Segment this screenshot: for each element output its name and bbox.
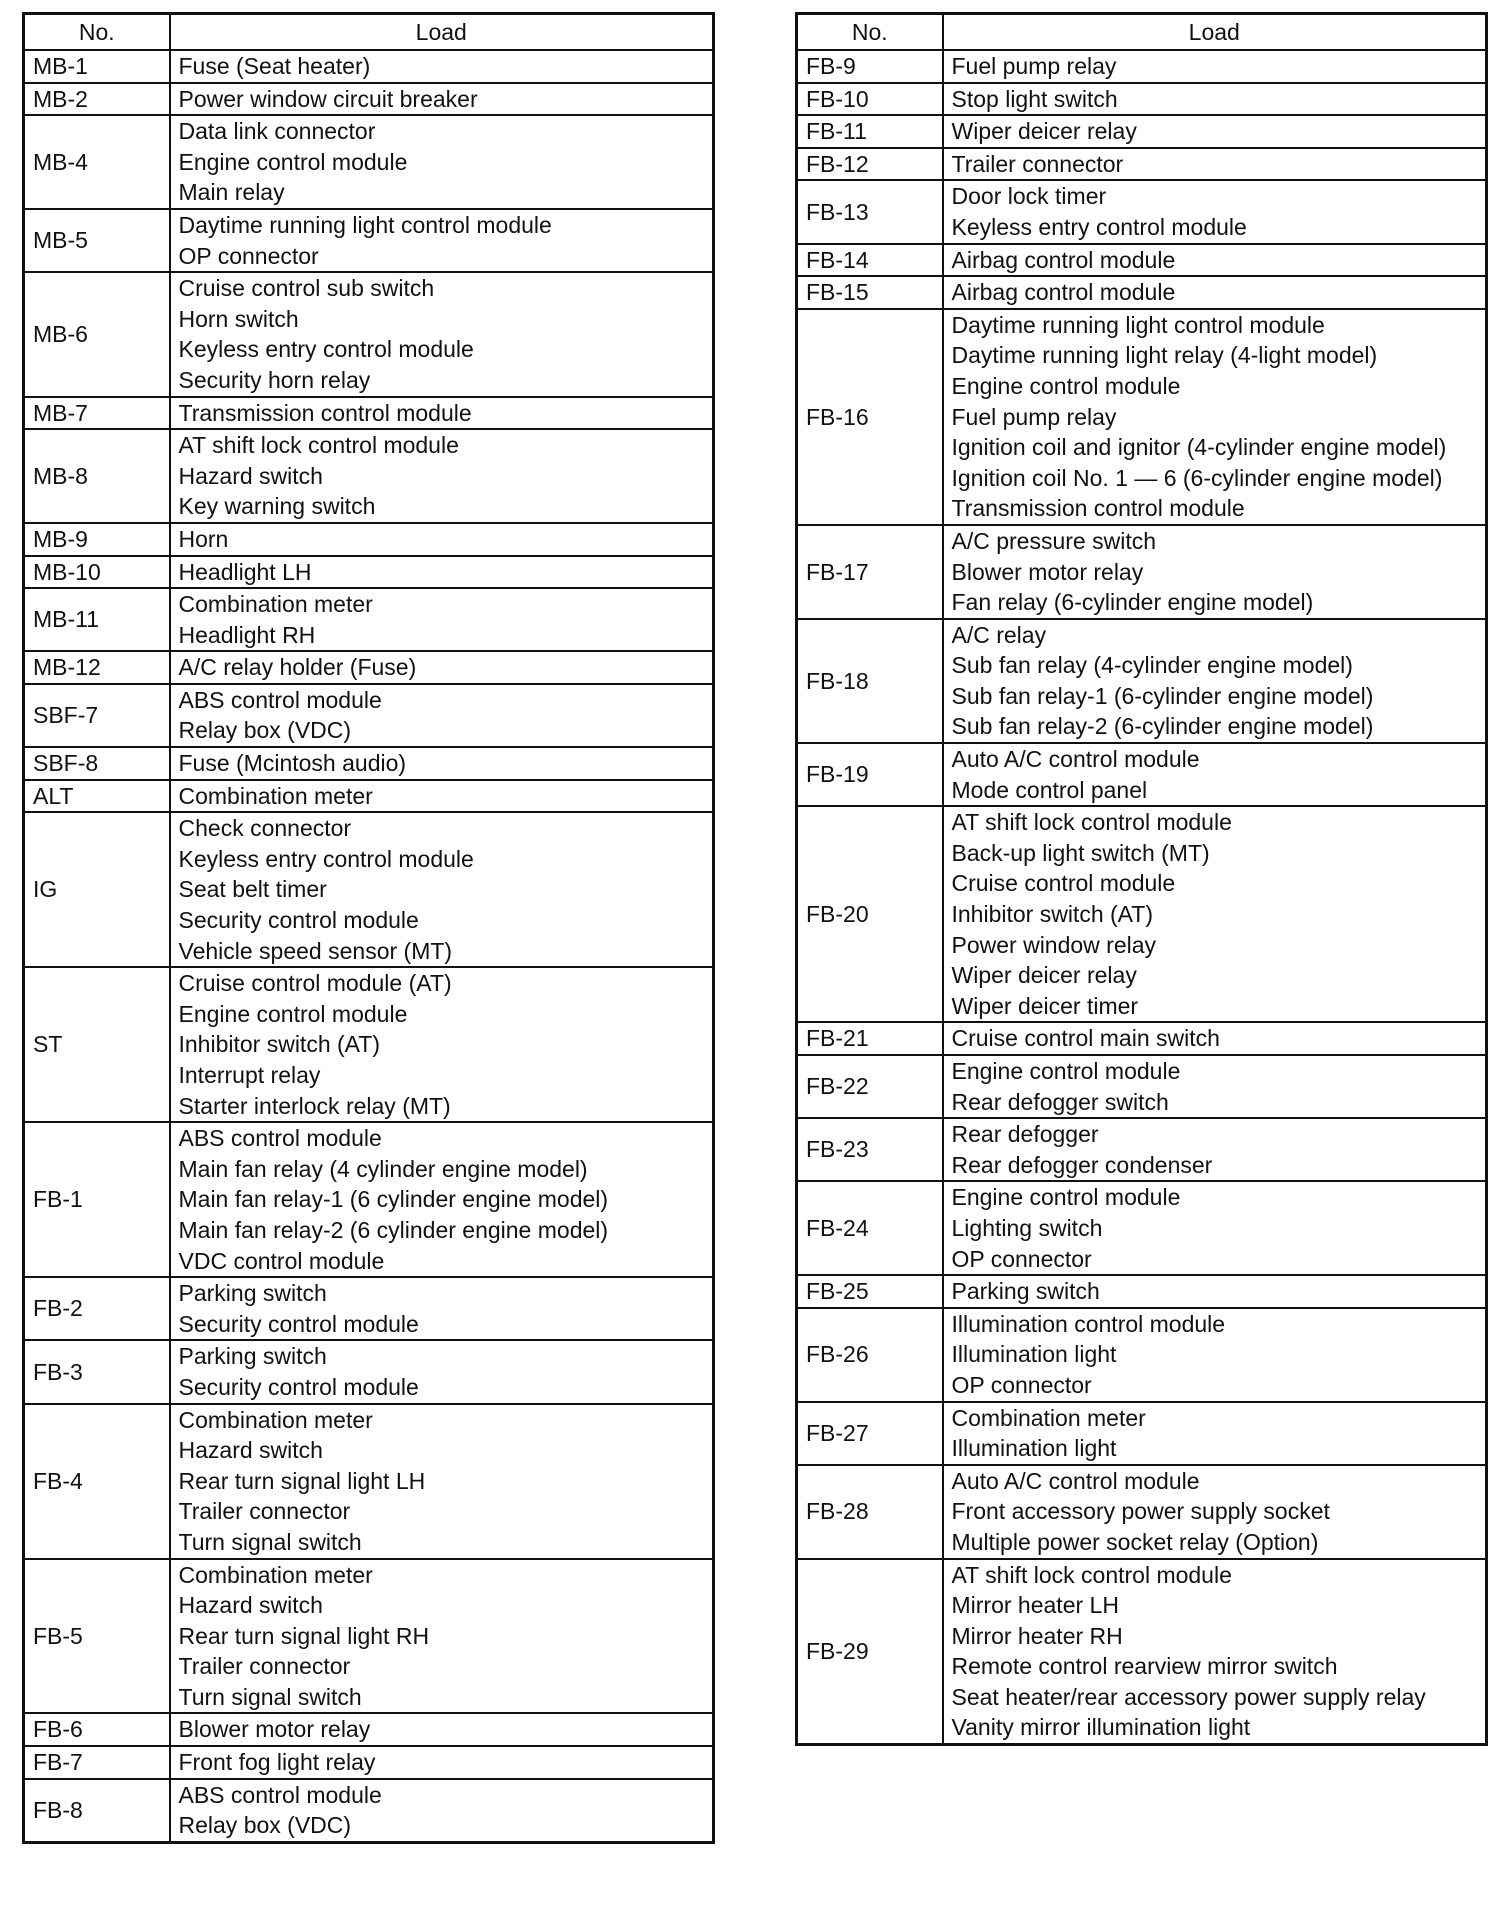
load-item: Rear turn signal light LH	[178, 1467, 426, 1494]
load-item: Mirror heater RH	[951, 1622, 1123, 1649]
load-cell	[943, 115, 1487, 148]
load-item: Illumination light	[951, 1435, 1117, 1462]
load-item: Wiper deicer relay	[951, 118, 1137, 145]
fuse-number: FB-9	[797, 50, 943, 83]
fuse-number: MB-7	[24, 397, 170, 430]
table-row	[797, 1559, 1487, 1745]
table-row	[797, 180, 1487, 243]
load-item: Fuse (Mcintosh audio)	[178, 750, 407, 777]
load-item: Power window circuit breaker	[178, 85, 478, 112]
load-item: Interrupt relay	[178, 1062, 321, 1088]
table-row	[797, 50, 1487, 83]
fuse-number: FB-15	[797, 276, 943, 309]
load-item: Airbag control module	[951, 246, 1176, 273]
load-item: Front fog light relay	[178, 1749, 376, 1776]
fuse-number: FB-17	[797, 525, 943, 619]
fuse-number: MB-4	[24, 115, 170, 209]
load-item: Fuse (Seat heater)	[178, 53, 371, 79]
load-cell	[170, 747, 714, 780]
load-item: Trailer connector	[178, 1498, 351, 1525]
load-cell	[170, 1122, 714, 1277]
header-row	[24, 14, 714, 51]
load-item: Check connector	[178, 815, 352, 842]
header-no: No.	[797, 14, 943, 51]
load-item: Engine control module	[178, 148, 408, 175]
fuse-number: FB-16	[797, 309, 943, 525]
load-cell	[943, 50, 1487, 83]
table-row	[24, 967, 714, 1122]
table-row	[797, 1402, 1487, 1465]
load-cell	[170, 397, 714, 430]
load-cell	[170, 556, 714, 589]
fuse-table-right	[795, 12, 1488, 1746]
load-item: Turn signal switch	[178, 1683, 362, 1710]
load-item: AT shift lock control module	[178, 432, 459, 459]
load-item: Inhibitor switch (AT)	[951, 901, 1154, 928]
load-cell	[170, 115, 714, 209]
fuse-number: FB-18	[797, 619, 943, 743]
load-item: Auto A/C control module	[951, 746, 1200, 773]
load-cell	[943, 148, 1487, 181]
load-item: Keyless entry control module	[178, 845, 474, 872]
load-item: A/C relay holder (Fuse)	[178, 654, 417, 681]
load-cell	[170, 272, 714, 396]
table-row	[797, 309, 1487, 525]
fuse-number: FB-7	[24, 1746, 170, 1779]
table-row	[797, 1022, 1487, 1055]
load-item: VDC control module	[178, 1247, 385, 1274]
table-row	[797, 1308, 1487, 1402]
fuse-number: IG	[24, 812, 170, 967]
load-item: Horn switch	[178, 305, 299, 332]
load-item: Security control module	[178, 1373, 419, 1400]
load-cell	[943, 1118, 1487, 1181]
load-item: Back-up light switch (MT)	[951, 839, 1210, 866]
load-item: Fuel pump relay	[951, 53, 1117, 79]
load-item: Trailer connector	[178, 1653, 351, 1680]
load-item: Cruise control module (AT)	[178, 970, 452, 997]
load-cell	[943, 276, 1487, 309]
load-item: Mode control panel	[951, 776, 1148, 803]
load-cell	[170, 1404, 714, 1559]
fuse-number: FB-26	[797, 1308, 943, 1402]
load-item: Relay box (VDC)	[178, 1812, 352, 1839]
fuse-number: FB-28	[797, 1465, 943, 1559]
load-item: Daytime running light control module	[951, 311, 1325, 338]
table-row	[797, 525, 1487, 619]
load-item: Key warning switch	[178, 493, 376, 520]
load-item: ABS control module	[178, 1781, 382, 1808]
load-item: Stop light switch	[951, 85, 1118, 112]
fuse-number: FB-25	[797, 1275, 943, 1308]
header-no: No.	[24, 14, 170, 51]
load-cell	[943, 1275, 1487, 1308]
fuse-number: FB-6	[24, 1713, 170, 1746]
load-cell	[170, 1340, 714, 1403]
fuse-number: MB-11	[24, 588, 170, 651]
load-item: Blower motor relay	[178, 1716, 371, 1743]
load-item: Power window relay	[951, 931, 1157, 958]
load-item: Hazard switch	[178, 1437, 323, 1464]
table-row	[797, 244, 1487, 277]
table-body-left	[24, 50, 714, 1842]
load-item: Hazard switch	[178, 462, 323, 489]
fuse-number: FB-21	[797, 1022, 943, 1055]
table-row	[24, 523, 714, 556]
load-item: Main fan relay (4 cylinder engine model)	[178, 1155, 588, 1182]
load-item: Fuel pump relay	[951, 403, 1117, 430]
table-row	[797, 743, 1487, 806]
load-item: A/C relay	[951, 621, 1047, 648]
load-item: ABS control module	[178, 686, 382, 713]
load-item: Rear defogger switch	[951, 1088, 1169, 1115]
load-item: Vanity mirror illumination light	[951, 1714, 1251, 1741]
fuse-number: MB-1	[24, 50, 170, 83]
table-row	[24, 747, 714, 780]
fuse-number: FB-2	[24, 1277, 170, 1340]
table-row	[797, 276, 1487, 309]
fuse-number: MB-5	[24, 209, 170, 272]
load-item: OP connector	[951, 1245, 1092, 1272]
load-cell	[943, 1022, 1487, 1055]
load-item: Transmission control module	[951, 495, 1245, 522]
fuse-number: FB-13	[797, 180, 943, 243]
load-item: Headlight LH	[178, 558, 312, 585]
load-item: Engine control module	[951, 1184, 1181, 1211]
load-item: Trailer connector	[951, 150, 1124, 177]
fuse-number: ALT	[24, 780, 170, 813]
load-cell	[170, 684, 714, 747]
load-cell	[943, 180, 1487, 243]
load-item: Rear defogger	[951, 1121, 1099, 1148]
load-item: Lighting switch	[951, 1214, 1103, 1241]
fuse-number: FB-20	[797, 806, 943, 1022]
fuse-number: FB-1	[24, 1122, 170, 1277]
table-row	[24, 115, 714, 209]
load-cell	[943, 619, 1487, 743]
load-item: Cruise control module	[951, 870, 1176, 897]
load-item: Combination meter	[178, 591, 373, 618]
load-item: Engine control module	[178, 1000, 408, 1027]
fuse-number: FB-29	[797, 1559, 943, 1745]
load-cell	[170, 83, 714, 116]
load-item: Rear turn signal light RH	[178, 1622, 430, 1649]
load-cell	[943, 806, 1487, 1022]
fuse-number: FB-23	[797, 1118, 943, 1181]
table-row	[24, 397, 714, 430]
load-item: AT shift lock control module	[951, 809, 1232, 836]
table-row	[24, 556, 714, 589]
fuse-number: FB-12	[797, 148, 943, 181]
load-item: Engine control module	[951, 372, 1181, 399]
table-row	[24, 209, 714, 272]
table-row	[24, 1746, 714, 1779]
load-item: Keyless entry control module	[178, 336, 474, 363]
table-row	[797, 619, 1487, 743]
table-row	[24, 1277, 714, 1340]
table-row	[24, 1122, 714, 1277]
load-cell	[943, 743, 1487, 806]
fuse-number: MB-10	[24, 556, 170, 589]
load-cell	[943, 83, 1487, 116]
table-row	[24, 1404, 714, 1559]
load-item: Remote control rearview mirror switch	[951, 1653, 1338, 1680]
fuse-number: FB-24	[797, 1181, 943, 1275]
load-item: Transmission control module	[178, 399, 472, 426]
load-item: Door lock timer	[951, 183, 1107, 210]
load-item: Main relay	[178, 179, 285, 206]
table-row	[797, 148, 1487, 181]
load-item: Vehicle speed sensor (MT)	[178, 937, 453, 964]
fuse-number: FB-19	[797, 743, 943, 806]
load-item: Horn	[178, 525, 229, 552]
load-item: Multiple power socket relay (Option)	[951, 1528, 1319, 1555]
load-item: Seat heater/rear accessory power supply relay	[951, 1683, 1426, 1710]
load-item: Starter interlock relay (MT)	[178, 1092, 451, 1119]
table-row	[24, 1559, 714, 1714]
load-item: Combination meter	[178, 1561, 373, 1588]
load-cell	[170, 588, 714, 651]
load-item: Main fan relay-2 (6 cylinder engine model)	[178, 1216, 609, 1243]
load-cell	[170, 1779, 714, 1843]
load-item: Sub fan relay (4-cylinder engine model)	[951, 652, 1353, 679]
load-item: Sub fan relay-2 (6-cylinder engine model)	[951, 713, 1374, 740]
load-cell	[943, 1402, 1487, 1465]
load-item: Auto A/C control module	[951, 1467, 1200, 1494]
fuse-number: SBF-7	[24, 684, 170, 747]
load-cell	[170, 50, 714, 83]
load-item: Keyless entry control module	[951, 213, 1247, 240]
load-cell	[170, 1277, 714, 1340]
table-row	[24, 50, 714, 83]
load-item: Parking switch	[178, 1280, 327, 1307]
load-item: Seat belt timer	[178, 876, 327, 903]
fuse-number: FB-4	[24, 1404, 170, 1559]
header-load: Load	[170, 14, 714, 51]
load-cell	[943, 309, 1487, 525]
load-cell	[170, 780, 714, 813]
load-cell	[170, 1713, 714, 1746]
fuse-number: FB-27	[797, 1402, 943, 1465]
load-item: Parking switch	[951, 1278, 1100, 1305]
table-row	[24, 1340, 714, 1403]
load-item: Front accessory power supply socket	[951, 1498, 1330, 1525]
fuse-number: FB-22	[797, 1055, 943, 1118]
load-cell	[170, 429, 714, 523]
load-item: Sub fan relay-1 (6-cylinder engine model)	[951, 682, 1374, 709]
table-row	[24, 1713, 714, 1746]
fuse-number: MB-6	[24, 272, 170, 396]
table-row	[24, 651, 714, 684]
table-row	[797, 115, 1487, 148]
header-load: Load	[943, 14, 1487, 51]
table-row	[797, 1275, 1487, 1308]
load-item: Airbag control module	[951, 279, 1176, 306]
load-item: Data link connector	[178, 118, 376, 145]
load-cell	[170, 209, 714, 272]
load-item: OP connector	[951, 1371, 1092, 1398]
load-item: Headlight RH	[178, 621, 316, 648]
load-cell	[943, 1181, 1487, 1275]
fuse-number: FB-5	[24, 1559, 170, 1714]
load-cell	[943, 244, 1487, 277]
fuse-number: MB-9	[24, 523, 170, 556]
load-item: Daytime running light control module	[178, 211, 552, 238]
table-row	[24, 83, 714, 116]
load-cell	[170, 967, 714, 1122]
fuse-number: SBF-8	[24, 747, 170, 780]
fuse-number: FB-8	[24, 1779, 170, 1843]
load-item: AT shift lock control module	[951, 1561, 1232, 1588]
load-item: Cruise control sub switch	[178, 275, 435, 302]
load-item: Daytime running light relay (4-light model)	[951, 342, 1378, 369]
load-cell	[943, 1055, 1487, 1118]
load-item: Parking switch	[178, 1343, 327, 1370]
load-item: Main fan relay-1 (6 cylinder engine model)	[178, 1186, 609, 1213]
load-item: Combination meter	[178, 1406, 373, 1433]
load-cell	[943, 1465, 1487, 1559]
fuse-number: FB-10	[797, 83, 943, 116]
fuse-number: MB-2	[24, 83, 170, 116]
fuse-number: FB-3	[24, 1340, 170, 1403]
load-item: OP connector	[178, 242, 319, 269]
fuse-number: MB-8	[24, 429, 170, 523]
load-item: Inhibitor switch (AT)	[178, 1031, 381, 1058]
load-item: Turn signal switch	[178, 1528, 362, 1555]
load-item: Wiper deicer timer	[951, 992, 1139, 1019]
fuse-number: ST	[24, 967, 170, 1122]
table-row	[797, 1118, 1487, 1181]
load-item: Security control module	[178, 907, 419, 934]
fuse-number: MB-12	[24, 651, 170, 684]
fuse-number: FB-14	[797, 244, 943, 277]
load-item: Security horn relay	[178, 366, 371, 393]
load-item: Hazard switch	[178, 1592, 323, 1619]
load-cell	[170, 651, 714, 684]
fuse-table-left	[22, 12, 715, 1844]
load-item: Ignition coil No. 1 — 6 (6-cylinder engine model)	[951, 464, 1443, 491]
table-row	[24, 684, 714, 747]
load-item: Relay box (VDC)	[178, 717, 352, 744]
load-item: Combination meter	[178, 782, 373, 809]
load-cell	[170, 1559, 714, 1714]
table-body-right	[797, 50, 1487, 1745]
table-row	[797, 1181, 1487, 1275]
load-item: A/C pressure switch	[951, 527, 1157, 554]
load-item: ABS control module	[178, 1125, 382, 1152]
load-item: Wiper deicer relay	[951, 962, 1137, 989]
load-cell	[943, 525, 1487, 619]
load-cell	[170, 812, 714, 967]
load-cell	[170, 1746, 714, 1779]
load-item: Illumination light	[951, 1341, 1117, 1368]
load-item: Rear defogger condenser	[951, 1151, 1213, 1178]
table-row	[797, 83, 1487, 116]
load-item: Combination meter	[951, 1404, 1146, 1431]
fuse-number: FB-11	[797, 115, 943, 148]
load-cell	[943, 1559, 1487, 1745]
load-cell	[943, 1308, 1487, 1402]
table-row	[24, 812, 714, 967]
table-row	[797, 1465, 1487, 1559]
load-cell	[170, 523, 714, 556]
load-item: Engine control module	[951, 1058, 1181, 1084]
load-item: Ignition coil and ignitor (4-cylinder engine model)	[951, 434, 1447, 461]
table-row	[24, 588, 714, 651]
load-item: Fan relay (6-cylinder engine model)	[951, 589, 1314, 616]
load-item: Mirror heater LH	[951, 1592, 1119, 1619]
table-row	[797, 1055, 1487, 1118]
header-row	[797, 14, 1487, 51]
table-row	[24, 1779, 714, 1843]
table-row	[797, 806, 1487, 1022]
table-row	[24, 429, 714, 523]
table-row	[24, 780, 714, 813]
load-item: Illumination control module	[951, 1310, 1226, 1337]
table-row	[24, 272, 714, 396]
load-item: Cruise control main switch	[951, 1025, 1220, 1052]
load-item: Blower motor relay	[951, 558, 1144, 585]
load-item: Security control module	[178, 1310, 419, 1337]
